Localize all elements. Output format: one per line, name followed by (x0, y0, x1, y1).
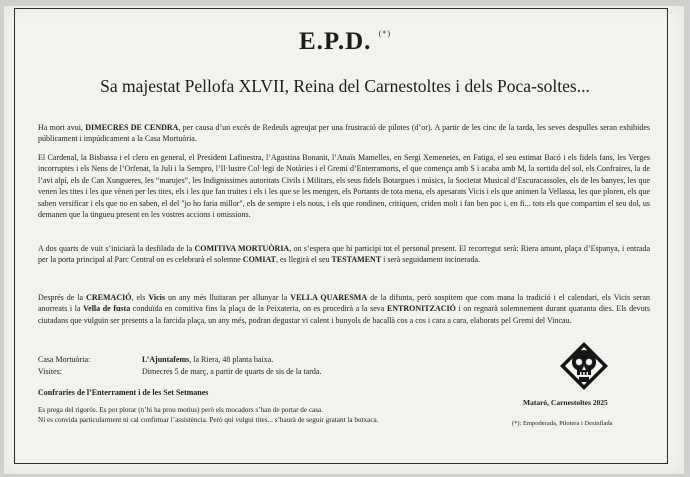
title-footnote: (*): Empoderada, Pilotera i Desinflada (512, 420, 613, 427)
city-date: Mataró, Carnestoltes 2025 (523, 398, 608, 407)
casa-mortuoria-row (38, 354, 273, 365)
confraries-heading: Confraries de l’Enterrament i de les Set Setmanes (38, 388, 209, 397)
notice-subtitle: Sa majestat Pellofa XLVII, Reina del Carnestoltes i dels Poca-soltes... (100, 76, 590, 96)
paragraph-cremation: Després de la CREMACIÓ, els Vicis un any més lluitaran per allunyar la VELLA QUARESMA de la difunta, però sospitem que com mana la tradició i el calendari, els Vicis seran anorreats i la Vella de fusta conduïda en comitiva fins la plaça de la Peixateria, on es procedirà a la seva ENTRONITZACIÓ i on regnarà solemnement durant quaranta dies. Els devots ciutadans que vulguin ser presents a la farcida plaça, un any més, podran degustar vi calent i bunyols de bacallà cos a cos i cara a cara, elaborats pel Gremi del Vincau. (38, 293, 651, 325)
paragraph-death-announcement: Ha mort avui, DIMECRES DE CENDRA, per causa d’un excés de Redeuls agreujat per una frustració de pilotes (d’or). A partir de les cinc de la tarda, les seves despulles seran exhibides públicament i impúdicament a la Casa Mortuòria. (38, 123, 650, 144)
visites-row (38, 366, 321, 377)
footer-line-1: Es prega del rigorós. Es pot plorar (n’hi ha prou motius) però els mocadors s’han de portar de casa. (38, 406, 324, 414)
paragraph-mourners: El Cardenal, la Bisbassa i el clero en general, el President Lafinestra, l’Agustina Bonanit, l’Anaïs Mamelles, en Sergi Xemeneies, en Fatiga, el seu estimat Bacó i els fidels fans, les Verges incorruptes i els Nens de l’Orfenat, la Juli i la Sempro, l’Il·lustre Col·legi de Notàries i el Gremi d’Enterramorts, el que comença amb S i acaba amb M, la sortida del sol, els Confraires, la de l’avi alpí, els de Can Xungueres, les “marujes”, les Indignissimes autoritats Civils i Militars, els seus fidels Botargues i músics, la Societat Musical d’Escuracassoles, els de les banyes, les que venen les tites i les que vènen per les tites, els i les que fan truites i els i les que se les mengen, els Portants de tota mena, els apesarats Vicis i els que animen la Vellassa, les que ploren, els que saben versificar i els que no en saben, el del "jo ho faria millor", els de sempre i els nous, i els que rondinen, critiquen, criden molt i fan ben poc i, en fi... tots els que compartim el seu dol, us demanen que la tingueu present en les vostres accions i omissions. (38, 153, 650, 220)
title-footnote-mark: (*) (378, 28, 392, 38)
skull-crest-icon (558, 340, 610, 392)
visites-value: Dimecres 5 de març, a partir de quarts de sis de la tarda. (142, 367, 322, 376)
notice-title (0, 28, 690, 56)
title-text: E.P.D. (298, 28, 372, 55)
casa-mortuoria-name: L’Ajuntafems (142, 355, 190, 364)
casa-mortuoria-label: Casa Mortuòria: (38, 355, 91, 364)
visites-label: Visites: (38, 367, 62, 376)
paragraph-procession: A dos quarts de vuit s’iniciarà la desfilada de la COMITIVA MORTUÒRIA, on s’espera que hi participi tot el personal present. El recorregut serà: Riera amunt, plaça d’Espanya, i entrada per la porta principal al Parc Central on es celebrarà el solemne COMIAT, es llegirà el seu TESTAMENT i serà seguidament incinerada. (38, 244, 651, 265)
casa-mortuoria-address: , la Riera, 48 planta baixa. (189, 355, 274, 364)
footer-line-2: Ni es convida particularment ni cal confirmar l’assistència. Però qui vulgui tites... s’haurà de seguir gratant la butxaca. (38, 416, 379, 424)
